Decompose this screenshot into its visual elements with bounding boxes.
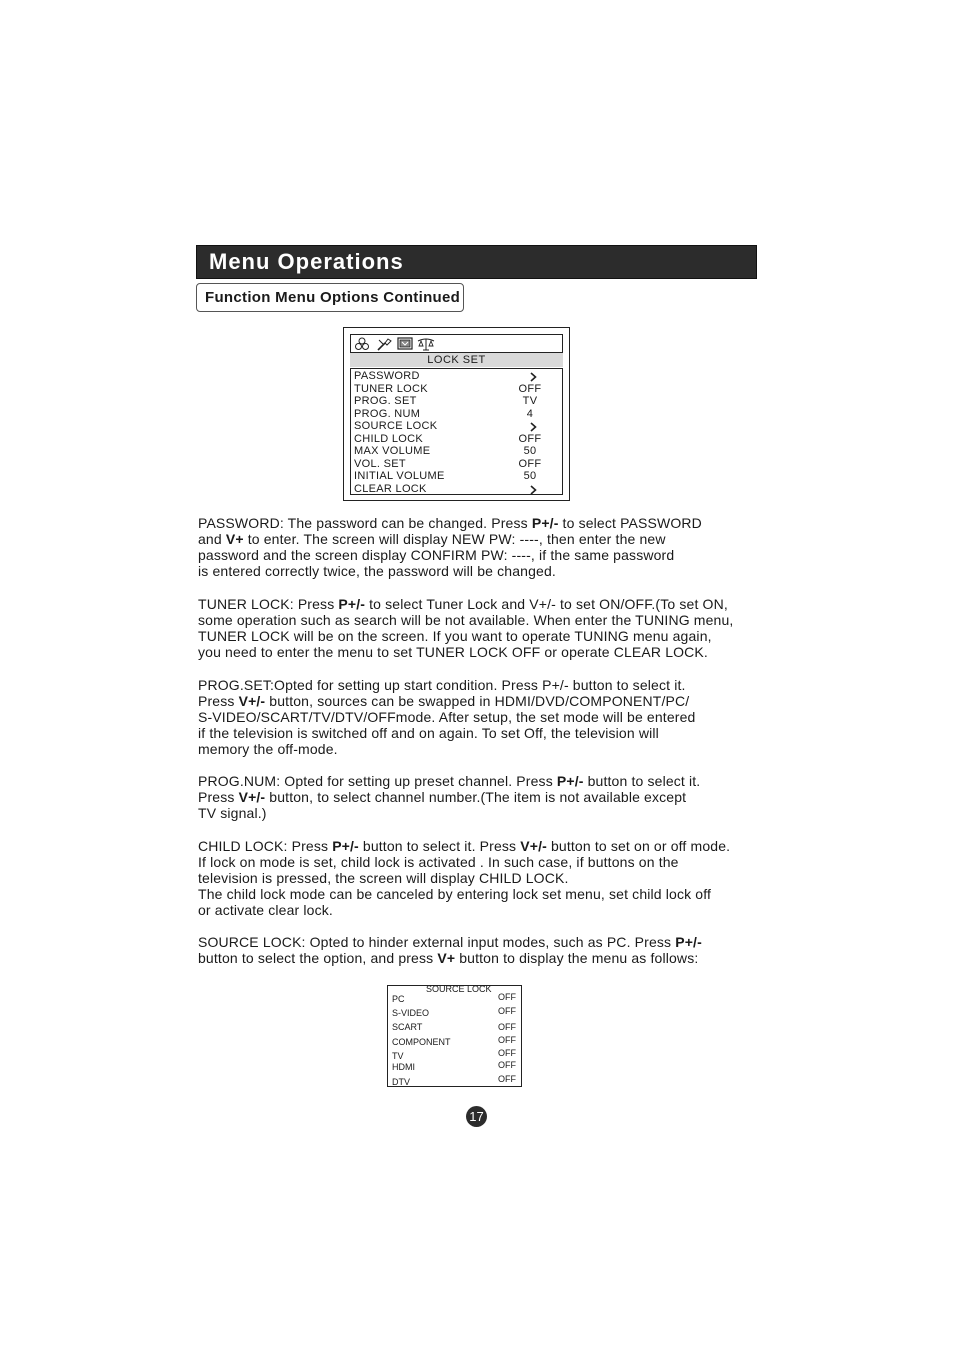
source-lock-title: SOURCE LOCK bbox=[426, 984, 492, 994]
text-line bbox=[198, 563, 702, 579]
source-value: OFF bbox=[498, 1048, 516, 1058]
menu-row-value: 4 bbox=[526, 407, 534, 420]
chevron-right-icon bbox=[530, 422, 537, 432]
source-value: OFF bbox=[498, 1060, 516, 1070]
menu-row-label: CLEAR LOCK bbox=[354, 482, 427, 495]
text-run: TUNER LOCK will be on the screen. If you want to operate TUNING menu again, bbox=[198, 628, 712, 645]
text-line bbox=[198, 531, 702, 547]
source-label: PC bbox=[392, 994, 405, 1004]
text-run: If lock on mode is set, child lock is activated . In such case, if buttons on the bbox=[198, 854, 679, 871]
source-label: SCART bbox=[392, 1022, 423, 1032]
text-run: button, sources can be swapped in HDMI/DVD/COMPONENT/PC/ bbox=[265, 693, 690, 710]
text-line bbox=[198, 515, 702, 531]
text-line bbox=[198, 693, 695, 709]
text-line bbox=[198, 950, 702, 966]
monitor-icon bbox=[397, 337, 413, 351]
menu-row bbox=[354, 383, 559, 396]
lock-set-menu bbox=[343, 327, 570, 501]
page-number: 17 bbox=[466, 1106, 487, 1127]
text-line bbox=[198, 612, 733, 628]
menu-row-value: TV bbox=[522, 395, 538, 407]
text-line bbox=[198, 805, 700, 821]
text-run: CHILD LOCK: Press bbox=[198, 838, 333, 854]
text-line bbox=[198, 902, 730, 918]
text-run: button to select the option, and press bbox=[198, 950, 438, 967]
source-value: OFF bbox=[498, 1022, 516, 1032]
menu-row-value: OFF bbox=[518, 382, 542, 395]
menu-row-value: 50 bbox=[523, 470, 537, 482]
button-key: P+/- bbox=[556, 773, 584, 789]
page-title: Menu Operations bbox=[209, 249, 404, 274]
text-run: The child lock mode can be canceled by entering lock set menu, set child lock off bbox=[198, 886, 712, 903]
source-label: COMPONENT bbox=[392, 1037, 451, 1047]
text-line bbox=[198, 677, 695, 693]
button-key: P+/- bbox=[338, 596, 366, 612]
text-line bbox=[198, 547, 702, 563]
text-run: to select Tuner Lock and V+/- to set ON/OFF.(To set ON, bbox=[365, 596, 728, 612]
text-run: Press bbox=[198, 693, 239, 710]
button-key: V+/- bbox=[238, 693, 266, 710]
text-run: SOURCE LOCK: Opted to hinder external input modes, such as PC. Press bbox=[198, 934, 676, 950]
text-run: TUNER LOCK: Press bbox=[198, 596, 339, 612]
source-label: HDMI bbox=[392, 1062, 415, 1072]
button-key: V+ bbox=[437, 950, 456, 967]
menu-row-label: VOL. SET bbox=[354, 457, 406, 470]
text-line bbox=[198, 886, 730, 902]
text-run: television is pressed, the screen will display CHILD LOCK. bbox=[198, 870, 569, 887]
text-line bbox=[198, 838, 730, 854]
source-value: OFF bbox=[498, 992, 516, 1002]
menu-row bbox=[354, 370, 559, 383]
prog-set-paragraph bbox=[198, 677, 695, 757]
button-key: V+/- bbox=[520, 838, 547, 854]
text-run: S-VIDEO/SCART/TV/DTV/OFFmode. After setup, the set mode will be entered bbox=[198, 709, 696, 726]
menu-row-label: INITIAL VOLUME bbox=[354, 470, 445, 482]
menu-icon-bar bbox=[350, 334, 563, 353]
text-run: to enter. The screen will display NEW PW: ----, then enter the new bbox=[243, 531, 666, 548]
text-run: TV signal.) bbox=[198, 805, 267, 822]
menu-row bbox=[354, 395, 559, 408]
text-line bbox=[198, 725, 695, 741]
menu-row-label: CHILD LOCK bbox=[354, 432, 424, 445]
text-line bbox=[198, 596, 733, 612]
child-lock-paragraph bbox=[198, 838, 730, 918]
menu-row bbox=[354, 458, 559, 471]
button-key: P+/- bbox=[531, 515, 559, 531]
text-line bbox=[198, 741, 695, 757]
text-run: button, to select channel number.(The item is not available except bbox=[265, 789, 687, 806]
source-value: OFF bbox=[498, 1074, 516, 1084]
menu-row bbox=[354, 433, 559, 446]
text-run: password and the screen display CONFIRM PW: ----, if the same password bbox=[198, 547, 675, 564]
text-run: is entered correctly twice, the password will be changed. bbox=[198, 563, 556, 580]
text-run: PASSWORD: The password can be changed. Press bbox=[198, 515, 532, 531]
text-run: button to set on or off mode. bbox=[546, 838, 731, 854]
source-label: DTV bbox=[392, 1077, 410, 1087]
section-banner bbox=[196, 245, 757, 279]
menu-row-label: SOURCE LOCK bbox=[354, 420, 438, 432]
menu-row-label: TUNER LOCK bbox=[354, 382, 428, 395]
text-line bbox=[198, 773, 700, 789]
menu-row bbox=[354, 408, 559, 421]
text-line bbox=[198, 934, 702, 950]
text-run: button to select it. bbox=[583, 773, 701, 789]
text-run: button to display the menu as follows: bbox=[455, 950, 699, 967]
menu-row bbox=[354, 420, 559, 433]
chevron-right-icon bbox=[530, 485, 537, 495]
text-run: if the television is switched off and on again. To set Off, the television will bbox=[198, 725, 659, 742]
color-settings-icon bbox=[354, 337, 370, 351]
source-lock-menu bbox=[387, 985, 522, 1087]
menu-title: LOCK SET bbox=[350, 353, 563, 367]
menu-row-value: OFF bbox=[518, 432, 542, 445]
menu-row bbox=[354, 483, 559, 496]
text-run: Press bbox=[198, 789, 239, 806]
password-paragraph bbox=[198, 515, 702, 579]
text-line bbox=[198, 628, 733, 644]
button-key: P+/- bbox=[332, 838, 359, 854]
chevron-right-icon bbox=[530, 372, 537, 382]
text-line bbox=[198, 644, 733, 660]
text-line bbox=[198, 870, 730, 886]
menu-row-label: PASSWORD bbox=[354, 370, 420, 382]
section-subtitle: Function Menu Options Continued bbox=[196, 283, 464, 312]
button-key: V+/- bbox=[238, 789, 266, 806]
menu-row-label: MAX VOLUME bbox=[354, 445, 431, 457]
text-line bbox=[198, 789, 700, 805]
source-label: TV bbox=[392, 1051, 404, 1061]
source-value: OFF bbox=[498, 1006, 516, 1016]
menu-row-label: PROG. NUM bbox=[354, 407, 421, 420]
menu-row bbox=[354, 445, 559, 458]
text-run: and bbox=[198, 531, 226, 548]
prog-num-paragraph bbox=[198, 773, 700, 821]
button-key: P+/- bbox=[675, 934, 702, 950]
text-run: button to select it. Press bbox=[358, 838, 521, 854]
menu-row-label: PROG. SET bbox=[354, 395, 417, 407]
button-key: V+ bbox=[225, 531, 244, 548]
text-run: memory the off-mode. bbox=[198, 741, 338, 758]
lock-scale-icon bbox=[417, 337, 435, 352]
menu-list bbox=[350, 368, 563, 495]
text-run: to select PASSWORD bbox=[558, 515, 702, 531]
text-line bbox=[198, 709, 695, 725]
text-run: or activate clear lock. bbox=[198, 902, 333, 919]
source-label: S-VIDEO bbox=[392, 1008, 430, 1018]
menu-row-value: 50 bbox=[523, 445, 537, 457]
text-run: PROG.NUM: Opted for setting up preset channel. Press bbox=[198, 773, 557, 789]
source-lock-paragraph bbox=[198, 934, 702, 966]
tools-icon bbox=[376, 337, 392, 352]
menu-row-value: OFF bbox=[518, 457, 542, 470]
text-run: you need to enter the menu to set TUNER LOCK OFF or operate CLEAR LOCK. bbox=[198, 644, 708, 661]
source-value: OFF bbox=[498, 1035, 516, 1045]
tuner-lock-paragraph bbox=[198, 596, 733, 660]
menu-row bbox=[354, 470, 559, 483]
text-line bbox=[198, 854, 730, 870]
text-run: some operation such as search will be not available. When enter the TUNING menu, bbox=[198, 612, 734, 629]
text-run: PROG.SET:Opted for setting up start condition. Press P+/- button to select it. bbox=[198, 677, 686, 693]
